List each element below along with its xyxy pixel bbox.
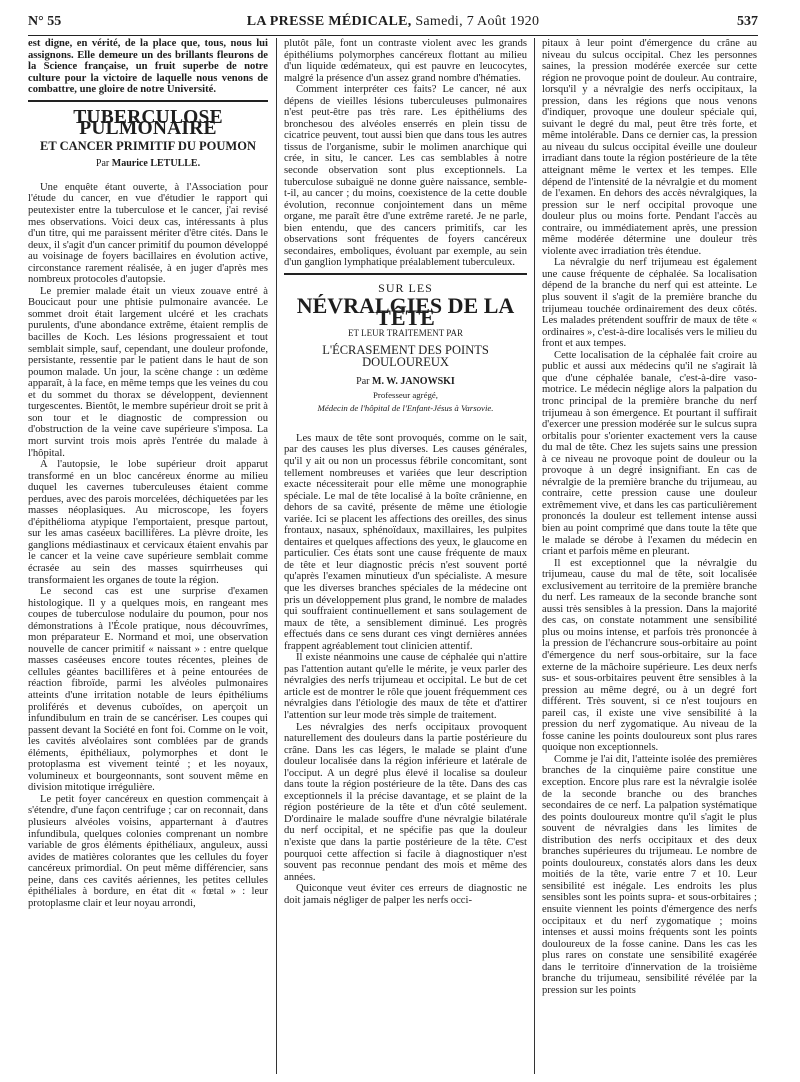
article-title: NÉVRALGIES DE LA TÊTE xyxy=(296,293,515,331)
paragraph: pitaux à leur point d'émergence du crâne au niveau du sulcus occipital. Chez les personnes saines, la pression modérée exercée sur cette région ne provoque point de douleur. Au contraire, lorsqu'il y a névralgie des nerfs occipitaux, la pression, dans les régions que nous venons d'indiquer, provoque une douleur spéciale qui, suivant le degré du mal, peut être très forte, et même intolérable. Dans ce dernier cas, la pression au niveau du sulcus occipital éveille une douleur irradiant dans toute la région postérieure de la tête atteignant même le vertex et les tempes. Elle dépend de l'intensité de la névralgie et du moment de l'examen. En dehors des accès névralgiques, la pression sur le nerf occipital provoque une douleur plus ou moins forte. Pendant l'accès au contraire, ou immédiatement après, une pression même modérée détermine une douleur très violente avec irradiation très étendue. xyxy=(542,38,757,257)
paragraph: Il existe néanmoins une cause de céphalée qui n'attire pas l'attention autant qu'elle le mérite, je veux parler des névralgies des nerfs trijumeau et occipital. Le but de cet article est de montrer le rôle que jouent fréquemment ces névralgies dans l'étiologie des maux de tête et d'attirer l'attention sur leur mode très simple de traitement. xyxy=(284,652,527,721)
journal-title xyxy=(28,14,758,30)
paragraph: La névralgie du nerf trijumeau est également une cause fréquente de céphalée. Sa localisation dépend de la branche du nerf qui est atteinte. Le plus souvent il s'agit de la première branche du trijumeau touchée ordinairement des deux côtés. Les malades prétendent souffrir de maux de tête « ordinaires », c'est-à-dire localisés vers le milieu du front et aux tempes. xyxy=(542,257,757,350)
issue-number: N° 55 xyxy=(28,14,62,29)
page-number: 537 xyxy=(737,14,758,29)
author-name: M. W. JANOWSKI xyxy=(372,376,455,388)
article-kicker: SUR LES xyxy=(378,280,433,295)
column-3 xyxy=(542,38,757,1076)
paragraph: Le petit foyer cancéreux en question commençait à s'étendre, d'une façon centrifuge ; car on reconnait, dans plusieurs alvéoles voisins, apparternant à d'autres infundibula, quelques colonies comprenant un nombre variable de gros éléments épithéliaux, anguleux, aussi avides de matières colorantes que les cellules du foyer cancéreux primordial. On peut même différencier, sans peine, dans ces cavités aériennes, les petites cellules épithéliales à bordure, en état dit « fœtal » : leur protoplasme clair et leur noyau arrondi, xyxy=(28,793,268,909)
intro-paragraph: est digne, en vérité, de la place que, tous, nous lui assignons. Elle demeure un des brillants fleurons de la Science française, un fruit superbe de notre culture pour la victoire de laquelle nous venons de combattre, une gloire de notre Université. xyxy=(28,38,268,96)
column-2 xyxy=(284,38,527,1076)
page-header xyxy=(28,14,758,34)
paragraph: Comment interpréter ces faits? Le cancer, né aux dépens de vieilles lésions tuberculeuses pulmonaires n'est peut-être pas très rare. Les épithéliums des bronchesou des alvéoles enserrés en plein tissu de cicatrice peuvent, tout aussi bien que dans tous les autres tissus de l'organisme, subir le molimen anarchique qui crée, in situ, le cancer. Les cas semblables à notre seconde observation sont plus exceptionnels. La tuberculose subaiguë ne donne guère naissance, semble-t-il, au cancer ; du moins, coexistence de la cette double évolution, reconnue conjointement dans un même organe, me paraît être d'une extrême rareté. Je ne parle, bien entendu, que des cancers primitifs, car les observations sont fréquentes de foyers cancéreux secondaires, emboliques, évoluant par exemple, au sein d'un ganglion lymphatique préalablement tuberculeux. xyxy=(284,84,527,269)
paragraph: plutôt pâle, font un contraste violent avec les grands épithéliums polymorphes cancéreux flottant au milieu d'un liquide œdémateux, qui est pauvre en leucocytes, malgré la présence d'un assez grand nombre d'hématies. xyxy=(284,38,527,84)
byline-par: Par xyxy=(356,376,370,388)
article-title-connector: ET LEUR TRAITEMENT PAR xyxy=(348,327,463,338)
paragraph: A l'autopsie, le lobe supérieur droit apparut transformé en un bloc cancéreux énorme au milieu duquel les cavernes tuberculeuses étaient comme perdues, avec des parois morcelées, déchiquetées par les masses néoplasiques. Au microscope, les foyers d'épithélioma atypique l'emportaient, presque partout, sur les amas caséeux bacillifères. La plèvre droite, les ganglions médiastinaux et cervicaux étaient envahis par le cancer et la veine cave supérieure semblait comme écrasée au sein des masses squirrheuses qui transformaient les organes de toute la région. xyxy=(28,459,268,586)
paragraph: Le second cas est une surprise d'examen histologique. Il y a quelques mois, en rangeant mes coupes de tuberculose nodulaire du poumon, pour nos démonstrations à l'École pratique, nous découvrîmes, mon préparateur E. Normand et moi, une observation nouvelle de cancer primitif « naissant » : entre quelque masses caséeuses encore toutes récentes, pleines de cellules géantes bacillifères et à peine entourées de réaction fibroïde, parmi les alvéoles pulmonaires atteints d'une irritation notable de leurs épithéliums proliférés et devenus cuboïdes, on aperçoit un infundibulum en train de se cancériser. Les coupes qui passent devant la Société en font foi. Comme on le voit, les cavités alvéolaires sont comblées par de grands éléments, épithéliaux, polymorphes et dont le protoplasma est vivement teinté ; et les noyaux, volumineux et bourgeonnants, sont souvent même en division mitotique irrégulière. xyxy=(28,586,268,794)
section-rule xyxy=(28,100,268,102)
paragraph: Il est exceptionnel que la névralgie du trijumeau, cause du mal de tête, soit localisée exclusivement au territoire de la première branche du nerf. Les rameaux de la seconde branche sont aussi très sensibles à la pression. Dans la majorité des cas, on constate notamment une sensibilité plus ou moins intense, et parfois très prononcée à la pression de l'échancrure sous-orbitaire au point d'émergence du nerf sous-orbitaire, sur la face externe de la mâchoire supérieure. Les deux nerfs sus- et sous-orbitaires peuvent être sensibles à la pression au même degré, ou à un degré fort différent. Très souvent, si ce n'est toujours en pareil cas, il existe une vive sensibilité à la pression du nerf zygomatique. Au niveau de la fosse canine les points douloureux sont plus rares quoique non exceptionnels. xyxy=(542,557,757,754)
journal-name: LA PRESSE MÉDICALE, xyxy=(246,14,412,29)
article-subtitle: ET CANCER PRIMITIF DU POUMON xyxy=(40,138,256,153)
paragraph: Les névralgies des nerfs occipitaux provoquent naturellement des douleurs dans la partie postérieure du crâne. Dans les cas légers, le malade se plaint d'une douleur localisée dans la région inférieure et latérale de l'occiput. A un degré plus élevé il localise sa douleur dans toute la région postérieure de la tête. Dans des cas exceptionnels il la précise davantage, et se plaint de la région postérieure de la tête et d'un côté seulement. D'ordinaire le malade souffre d'une névralgie bilatérale du nerf occipital, et ne spécifie pas que la douleur n'existe que dans la partie postérieure de la tête. C'est pourquoi cette affection si facile à diagnostiquer n'est souvent pas reconnue pendant des mois et même des années. xyxy=(284,721,527,883)
paragraph: Le premier malade était un vieux zouave entré à Boucicaut pour une phtisie pulmonaire avancée. Le sommet droit était largement ulcéré et les crachats purulents, d'une abondance extrême, étaient remplis de bacilles de Koch. Les lésions progressaient et tout semblait simple, sauf, cependant, une douleur profonde, persistante, ressentie par le patient dans le haut de son poumon malade. Un jour, la scène change : un œdème apparaît, à la face, en même temps que les veines du cou et du sommet du thorax se développent, deviennent turgescentes. Bientôt, le membre supérieur droit se prit à son tour et le diagnostic de compression ou d'obstruction de la veine cave supérieure s'imposa. La mort survint trois mois après l'entrée du malade à l'hôpital. xyxy=(28,285,268,459)
byline-par: Par xyxy=(95,158,110,170)
column-divider xyxy=(534,38,535,1074)
byline xyxy=(284,376,527,388)
author-name: Maurice LETULLE. xyxy=(111,158,201,170)
section-rule xyxy=(284,273,527,275)
author-role: Professeur agrégé, xyxy=(373,389,438,400)
issue-date: Samedi, 7 Août 1920 xyxy=(411,14,540,29)
column-1 xyxy=(28,38,268,1076)
author-institution: Médecin de l'hôpital de l'Enfant-Jésus à Varsovie. xyxy=(317,403,494,414)
paragraph: Cette localisation de la céphalée fait croire au public et aussi aux médecins qu'il ne s'agirait là que d'une céphalée banale, c'est-à-dire vaso-motrice. Le médecin néglige alors la palpation du tronc principal de la première branche du nerf trijumeau à son émergence. Et pourtant il suffirait d'exercer une pression modérée sur le sulcus supra orbitalis pour s'orienter exactement vers la cause du mal de tête. Chez les sujets sains une pression à ce niveau ne provoque point de douleur ou la provoque à un degré insignifiant. En cas de névralgie de la première branche du trijumeau, au contraire, cette pression cause une douleur extrêmement vive, et dans les cas particulièrement prononcés la douleur est tellement intense aussi bien au point comprimé que dans toute la tête que le malade se dérobe à l'examen du médecin en criant et parfois même en pleurant. xyxy=(542,349,757,558)
byline xyxy=(28,158,268,170)
article-subtitle: L'ÉCRASEMENT DES POINTS DOULOUREUX xyxy=(322,343,489,369)
paragraph: Les maux de tête sont provoqués, comme on le sait, par des causes les plus diverses. Les causes générales, qu'il y ait ou non un processus fébrile concomitant, sont tellement nombreuses et variées que leur description exacte nécessiterait pour elle même une monographie spéciale. Le mal de tête localisé à la boîte crânienne, en dehors de sa cavité, présente de même une étiologie variée. Ici se placent les affections des oreilles, des sinus frontaux, nasaux, sphénoïdaux, maxillaires, les pulpites dentaires et quelques affections des yeux, le glaucome en particulier. Ces états sont une cause fréquente de maux de tête et leur diagnostic précis n'est souvent porté qu'après l'examen minutieux d'un spécialiste. A mesure que les diverses branches spéciales de la médecine ont pris un développement plus grand, le nombre de malades qui souffraient continuellement et sans soulagement de maux de tête, a sensiblement diminué. Les progrès effectués dans ce sens durant ces vingt dernières années frappent agréablement tout clinicien attentif. xyxy=(284,432,527,652)
paragraph: Comme je l'ai dit, l'atteinte isolée des premières branches de la cinquième paire constitue une exception. Encore plus rare est la névralgie isolée de la seconde branche ou des branches secondaires de ce nerf. La palpation systématique des points douloureux montre qu'il s'agit le plus souvent de névralgies dans les limites de distribution des nerfs occipitaux et des deux branches supérieures du trijumeau. Le nombre de points douloureux, constatés alors dans les deux moitiés de la tête, varie entre 7 et 10. Leur sensibilité est inégale. Les endroits les plus sensibles sont les points supra- et sous-orbitaires ; ensuite viennent les points d'émergence des nerfs occipitaux et du nerf zygomatique ; moins intenses et aussi moins fréquents sont les points douloureux de la fosse canine. Dans les cas les plus rares on constate une sensibilité exagérée dans le territoire d'innervation de la troisième branche du trijumeau, sensibilité révélée par la pression sur les points xyxy=(542,753,757,996)
paragraph: Une enquête étant ouverte, à l'Association pour l'étude du cancer, en vue d'étudier le rapport qui peutexister entre la tuberculose et le cancer, j'ai revisé mes observations. Voici deux cas, intéressants à plus d'un titre, qui me paraissent mériter d'être cités. Dans le deux, il s'agit d'un cancer primitif du poumon développé au voisinage de foyers bacillaires en évolution active, circonstance rarement réalisée, à en juger d'après mes nombreux protocoles d'autopsie. xyxy=(28,181,268,286)
header-rule xyxy=(28,35,758,36)
paragraph: Quiconque veut éviter ces erreurs de diagnostic ne doit jamais négliger de palper les nerfs occi- xyxy=(284,883,527,906)
article-title: TUBERCULOSE PULMONAIRE xyxy=(73,106,223,140)
column-divider xyxy=(276,38,277,1074)
